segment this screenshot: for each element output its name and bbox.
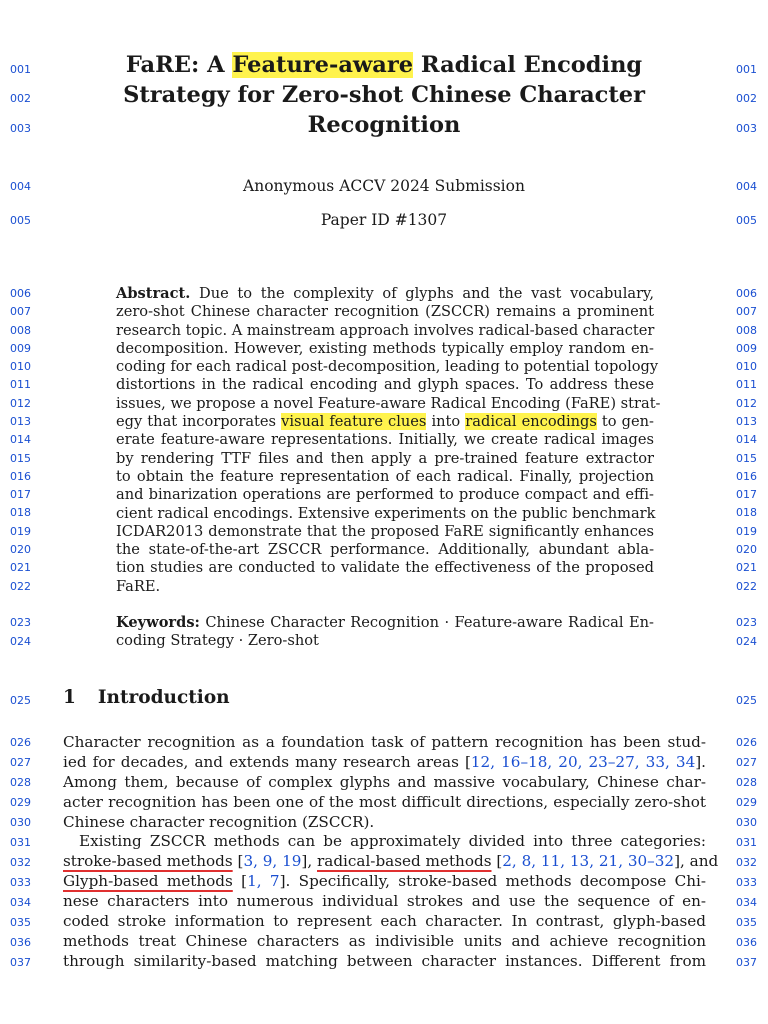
line-number-r: 022 — [736, 580, 757, 593]
line-number-l: 032 — [10, 856, 31, 869]
title-line-3: Recognition — [307, 112, 461, 138]
body-line: Among them, because of complex glyphs and massive vocabulary, Chinese char- — [63, 772, 706, 791]
line-number-l: 011 — [10, 378, 31, 391]
line-number-l: 023 — [10, 616, 31, 629]
line-number-r: 013 — [736, 415, 757, 428]
line-number-r: 021 — [736, 561, 757, 574]
line-number-l: 029 — [10, 796, 31, 809]
abstract-line: coding for each radical post-decomposition, leading to potential topology — [116, 358, 659, 376]
line-number-r: 037 — [736, 956, 757, 969]
line-number-l: 017 — [10, 488, 31, 501]
line-number-l: 009 — [10, 342, 31, 355]
abstract-line: cient radical encodings. Extensive experiments on the public benchmark — [116, 504, 656, 522]
underline-stroke-based: stroke-based methods — [63, 852, 233, 871]
body-line: methods treat Chinese characters as indivisible units and achieve recognition — [63, 931, 706, 950]
abstract-label: Abstract. — [116, 285, 191, 302]
line-number-r: 031 — [736, 836, 757, 849]
abstract — [116, 285, 661, 596]
abstract-line: egy that incorporates visual feature clues into radical encodings to gen- — [116, 413, 654, 431]
line-number-r: 016 — [736, 470, 757, 483]
citation-link[interactable]: 3, 9, 19 — [243, 852, 302, 871]
line-number-r: 028 — [736, 776, 757, 789]
body-line: coded stroke information to represent each character. In contrast, glyph-based — [63, 912, 706, 931]
line-number-l: 027 — [10, 756, 31, 769]
line-number-r: 017 — [736, 488, 757, 501]
line-number-r: 011 — [736, 378, 757, 391]
abstract-line: tion studies are conducted to validate the effectiveness of the proposed — [116, 559, 654, 577]
body-line: Existing ZSCCR methods can be approximately divided into three categories: — [79, 832, 706, 851]
line-number-l: 037 — [10, 956, 31, 969]
line-number-l: 008 — [10, 324, 31, 337]
paper-id: Paper ID #1307 — [320, 211, 448, 229]
section-heading — [63, 687, 230, 708]
line-number-l: 003 — [10, 122, 31, 135]
abstract-line: erate feature-aware representations. Initially, we create radical images — [116, 431, 654, 449]
body-line: stroke-based methods [3, 9, 19], radical-based methods [2, 8, 11, 13, 21, 30–32], and — [63, 852, 719, 871]
line-number-l: 035 — [10, 916, 31, 929]
intro-body — [63, 733, 719, 972]
line-number-r: 008 — [736, 324, 757, 337]
line-number-l: 024 — [10, 635, 31, 648]
abstract-line: by rendering TTF files and then apply a pre-trained feature extractor — [116, 449, 654, 467]
underline-radical-based: radical-based methods — [317, 852, 492, 871]
abstract-line: Abstract. Due to the complexity of glyphs and the vast vocabulary, — [116, 285, 654, 302]
line-number-l: 028 — [10, 776, 31, 789]
line-number-l: 019 — [10, 525, 31, 538]
line-number-r: 004 — [736, 180, 757, 193]
body-line: ied for decades, and extends many research areas [12, 16–18, 20, 23–27, 33, 34]. — [63, 752, 706, 771]
line-number-r: 001 — [736, 63, 757, 76]
title-line-1: FaRE: A Feature-aware Radical Encoding — [125, 52, 643, 78]
body-line: through similarity-based matching between character instances. Different from — [63, 951, 706, 970]
body-line: Character recognition as a foundation task of pattern recognition has been stud- — [63, 733, 706, 751]
citation-link[interactable]: 12, 16–18, 20, 23–27, 33, 34 — [470, 752, 696, 771]
body-line: Chinese character recognition (ZSCCR). — [63, 812, 375, 831]
authors: Anonymous ACCV 2024 Submission — [243, 177, 525, 195]
abstract-line: issues, we propose a novel Feature-aware Radical Encoding (FaRE) strat- — [116, 394, 661, 412]
section-title: Introduction — [97, 687, 230, 708]
citation-link[interactable]: 2, 8, 11, 13, 21, 30–32 — [502, 852, 675, 871]
line-number-r: 034 — [736, 896, 757, 909]
abstract-line: decomposition. However, existing methods typically employ random en- — [116, 339, 654, 357]
line-number-r: 005 — [736, 214, 757, 227]
line-number-r: 033 — [736, 876, 757, 889]
line-number-r: 023 — [736, 616, 757, 629]
line-number-l: 014 — [10, 433, 31, 446]
line-number-l: 021 — [10, 561, 31, 574]
line-number-l: 036 — [10, 936, 31, 949]
line-number-r: 010 — [736, 360, 757, 373]
paper-title — [80, 50, 688, 140]
line-number-r: 032 — [736, 856, 757, 869]
line-number-l: 004 — [10, 180, 31, 193]
line-number-l: 010 — [10, 360, 31, 373]
highlight-radical-encodings: radical encodings — [465, 413, 597, 431]
keywords-line: Keywords: Chinese Character Recognition · Feature-aware Radical En- — [116, 614, 654, 631]
line-number-l: 020 — [10, 543, 31, 556]
line-number-l: 006 — [10, 287, 31, 300]
line-number-r: 015 — [736, 452, 757, 465]
line-number-r: 003 — [736, 122, 757, 135]
title-line-2: Strategy for Zero-shot Chinese Character — [123, 82, 645, 108]
line-number-r: 036 — [736, 936, 757, 949]
keywords-label: Keywords: — [116, 614, 200, 631]
line-number-r: 018 — [736, 506, 757, 519]
line-number-r: 002 — [736, 92, 757, 105]
line-number-r: 014 — [736, 433, 757, 446]
line-number-r: 035 — [736, 916, 757, 929]
line-number-r: 012 — [736, 397, 757, 410]
line-number-l: 012 — [10, 397, 31, 410]
line-number-r: 009 — [736, 342, 757, 355]
line-number-l: 031 — [10, 836, 31, 849]
line-number-r: 024 — [736, 635, 757, 648]
line-number-l: 015 — [10, 452, 31, 465]
line-number-l: 034 — [10, 896, 31, 909]
abstract-line: to obtain the feature representation of each radical. Finally, projection — [116, 467, 654, 485]
line-number-r: 026 — [736, 736, 757, 749]
line-number-r: 030 — [736, 816, 757, 829]
abstract-line: ICDAR2013 demonstrate that the proposed FaRE significantly enhances — [116, 522, 654, 540]
line-number-r: 020 — [736, 543, 757, 556]
abstract-line: FaRE. — [116, 577, 161, 595]
body-line: nese characters into numerous individual strokes and use the sequence of en- — [63, 892, 706, 911]
abstract-line: distortions in the radical encoding and glyph spaces. To address these — [116, 376, 654, 394]
line-number-l: 018 — [10, 506, 31, 519]
line-number-r: 019 — [736, 525, 757, 538]
highlight-visual-feature-clues: visual feature clues — [281, 413, 427, 431]
line-number-r: 029 — [736, 796, 757, 809]
keywords-line: coding Strategy · Zero-shot — [116, 632, 319, 650]
underline-glyph-based: Glyph-based methods — [63, 872, 233, 891]
line-number-r: 007 — [736, 305, 757, 318]
section-number: 1 — [63, 687, 76, 708]
body-line: Glyph-based methods [1, 7]. Specifically, stroke-based methods decompose Chi- — [63, 872, 706, 891]
line-number-l: 030 — [10, 816, 31, 829]
line-number-r: 027 — [736, 756, 757, 769]
line-number-l: 025 — [10, 694, 31, 707]
title-highlight: Feature-aware — [232, 52, 414, 78]
abstract-line: zero-shot Chinese character recognition (ZSCCR) remains a prominent — [116, 303, 654, 321]
line-number-l: 001 — [10, 63, 31, 76]
line-number-l: 016 — [10, 470, 31, 483]
line-number-l: 013 — [10, 415, 31, 428]
line-number-l: 005 — [10, 214, 31, 227]
abstract-line: and binarization operations are performed to produce compact and effi- — [116, 486, 654, 504]
line-number-l: 026 — [10, 736, 31, 749]
keywords — [116, 614, 654, 651]
abstract-line: the state-of-the-art ZSCCR performance. Additionally, abundant abla- — [116, 541, 654, 559]
line-number-l: 007 — [10, 305, 31, 318]
line-number-l: 002 — [10, 92, 31, 105]
line-number-l: 033 — [10, 876, 31, 889]
line-number-r: 025 — [736, 694, 757, 707]
body-line: acter recognition has been one of the most difficult directions, especially zero-shot — [63, 792, 706, 811]
line-number-l: 022 — [10, 580, 31, 593]
line-number-r: 006 — [736, 287, 757, 300]
abstract-line: research topic. A mainstream approach involves radical-based character — [116, 321, 655, 339]
citation-link[interactable]: 1, 7 — [247, 872, 280, 891]
